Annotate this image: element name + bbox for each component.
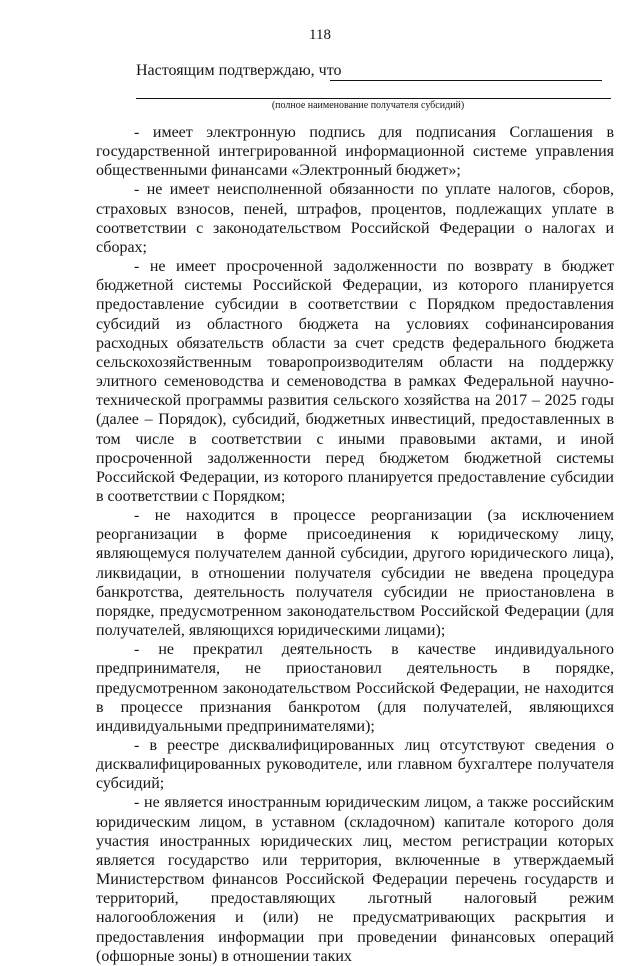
- recipient-name-blank: [330, 80, 602, 81]
- paragraph-electronic-signature: - имеет электронную подпись для подписания Соглашения в государственной интегрированной информационной системе управления общественными финансами «Электронный бюджет»;: [96, 124, 614, 180]
- confirmation-statement: Настоящим подтверждаю, что: [136, 62, 342, 79]
- page-number: 118: [309, 27, 331, 43]
- paragraph-no-tax-obligations: - не имеет неисполненной обязанности по уплате налогов, сборов, страховых взносов, пеней, штрафов, процентов, подлежащих уплате в соответствии с законодательством Российской Федерации о налогах и сборах;: [96, 181, 614, 256]
- document-body: [96, 123, 614, 966]
- paragraph-disqualified-persons: - в реестре дисквалифицированных лиц отсутствуют сведения о дисквалифицированных руководителе, или главном бухгалтере получателя субсидий;: [96, 737, 614, 793]
- paragraph-entrepreneur-activity: - не прекратил деятельность в качестве индивидуального предпринимателя, не приостановил деятельность в порядке, предусмотренном законодательством Российской Федерации, не находится в процессе признания банкротом (для получателей, являющихся индивидуальными предпринимателями);: [96, 641, 614, 735]
- paragraph-no-overdue-debt: - не имеет просроченной задолженности по возврату в бюджет бюджетной системы Российской Федерации, из которого планируется предоставление субсидии в соответствии с Порядком предоставления субсидий из областного бюджета на условиях софинансирования расходных обязательств области за счет средств федерального бюджета сельскохозяйственным товаропроизводителям области на поддержку элитного семеноводства и семеноводства в рамках Федеральной научно-технической программы развития сельского хозяйства на 2017 – 2025 годы (далее – Порядок), субсидий, бюджетных инвестиций, предоставленных в том числе в соответствии с иными правовыми актами, и иной просроченной задолженности перед бюджетом бюджетной системы Российской Федерации, из которого планируется предоставление субсидии в соответствии с Порядком;: [96, 258, 614, 505]
- paragraph-not-foreign-entity: - не является иностранным юридическим лицом, а также российским юридическим лицом, в уставном (складочном) капитале которого доля участия иностранных юридических лиц, местом регистрации которых является государство или территория, включенные в утверждаемый Министерством финансов Российской Федерации перечень государств и территорий, предоставляющих льготный налоговый режим налогообложения и (или) не предусматривающих раскрытия и предоставления информации при проведении финансовых операций (офшорные зоны) в отношении таких: [96, 794, 614, 965]
- recipient-name-blank-continued: [136, 98, 611, 99]
- paragraph-no-reorganization: - не находится в процессе реорганизации (за исключением реорганизации в форме присоединения к юридическому лицу, являющемуся получателем данной субсидии, другого юридического лица), ликвидации, в отношении получателя субсидии не введена процедура банкротства, деятельность получателя субсидии не приостановлена в порядке, предусмотренном законодательством Российской Федерации (для получателей, являющихся юридическими лицами);: [96, 507, 614, 640]
- recipient-name-caption: (полное наименование получателя субсидий): [271, 100, 465, 111]
